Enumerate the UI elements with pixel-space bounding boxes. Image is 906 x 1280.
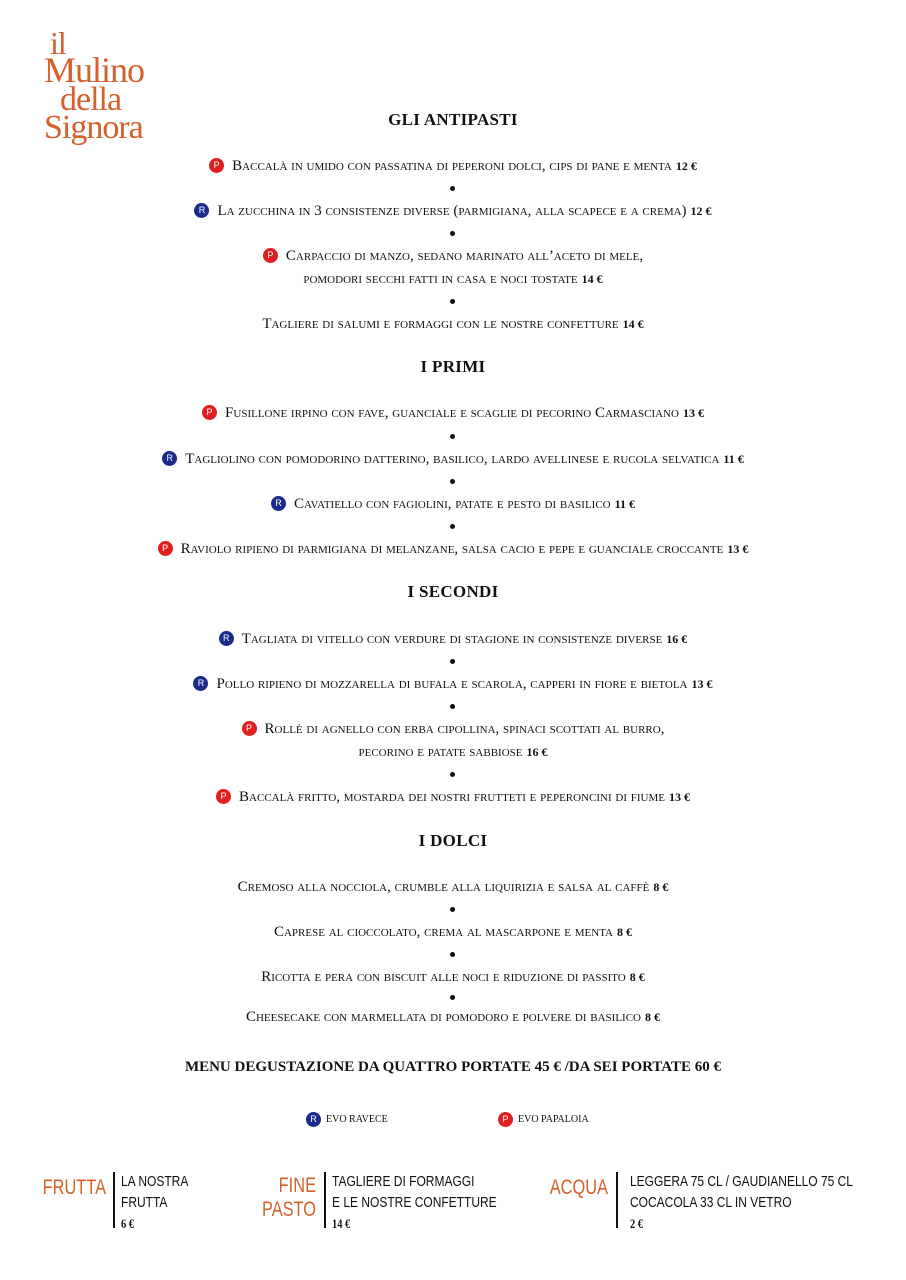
footer-label-line: FINE: [278, 1174, 316, 1197]
dish-description: Ricotta e pera con biscuit alle noci e riduzione di passito: [261, 969, 626, 985]
footer-line: LEGGERA 75 CL / GAUDIANELLO 75 CL: [630, 1173, 853, 1190]
dish-price: 8 €: [645, 1010, 660, 1024]
logo-line-3: della: [60, 80, 122, 118]
papaloia-oil-badge: P: [216, 789, 231, 804]
papaloia-oil-badge: P: [263, 248, 278, 263]
section-title-antipasti: GLI ANTIPASTI: [388, 110, 518, 129]
logo-line-4: Signora: [44, 108, 143, 146]
footer-label-line: PASTO: [261, 1198, 316, 1221]
footer-divider: [616, 1172, 618, 1228]
footer-price: 6 €: [121, 1216, 134, 1231]
papaloia-oil-badge: P: [209, 158, 224, 173]
dish-description: Pollo ripieno di mozzarella di bufala e scarola, capperi in fiore e bietola: [216, 676, 688, 692]
section-title-secondi: I SECONDI: [407, 582, 499, 601]
dish-item: [0, 966, 906, 989]
dish-item: [0, 628, 906, 651]
dish-price: 13 €: [682, 406, 704, 420]
separator-dot: [450, 995, 455, 1000]
dish-description: Tagliata di vitello con verdure di stagione in consistenze diverse: [241, 631, 663, 647]
dish-item: [0, 786, 906, 809]
dish-description: La zucchina in 3 consistenze diverse (parmigiana, alla scapece e a crema): [217, 203, 687, 219]
dish-price: 13 €: [668, 790, 690, 804]
dish-price: 14 €: [581, 272, 603, 286]
footer-price: 14 €: [332, 1216, 351, 1231]
footer-divider: [113, 1172, 115, 1228]
footer-frutta-text: [121, 1171, 188, 1234]
footer-label-frutta: FRUTTA: [42, 1176, 106, 1199]
dish-description: Cremoso alla nocciola, crumble alla liquirizia e salsa al caffè: [237, 879, 650, 895]
footer-fine-pasto-text: [332, 1171, 497, 1234]
dish-item: [0, 493, 906, 516]
separator-dot: [450, 772, 455, 777]
dish-description: Cavatiello con fagiolini, patate e pesto di basilico: [294, 496, 611, 512]
footer-acqua-text: [630, 1171, 853, 1234]
footer-divider: [324, 1172, 326, 1228]
ravece-oil-badge: R: [271, 496, 286, 511]
dish-item: [0, 155, 906, 178]
dish-item: [0, 538, 906, 561]
legend-papaloia: [498, 1112, 589, 1127]
papaloia-oil-badge: P: [202, 405, 217, 420]
dish-description: Tagliolino con pomodorino datterino, basilico, lardo avellinese e rucola selvatica: [185, 451, 720, 467]
dish-item: [0, 921, 906, 944]
separator-dot: [450, 524, 455, 529]
legend-label: EVO RAVECE: [326, 1114, 388, 1125]
tasting-menu-line: MENU DEGUSTAZIONE DA QUATTRO PORTATE 45 € /DA SEI PORTATE 60 €: [184, 1059, 722, 1075]
dish-price: 8 €: [629, 970, 645, 984]
dish-item-continued: [0, 741, 906, 764]
dish-price: 14 €: [622, 317, 644, 331]
footer-line: E LE NOSTRE CONFETTURE: [332, 1194, 497, 1211]
separator-dot: [450, 704, 455, 709]
dish-description: pecorino e patate sabbiose: [358, 744, 523, 760]
footer-line: FRUTTA: [121, 1194, 168, 1211]
separator-dot: [450, 952, 455, 957]
ravece-oil-badge: R: [219, 631, 234, 646]
ravece-oil-badge: R: [194, 203, 209, 218]
dish-description: Baccalà in umido con passatina di peperoni dolci, cips di pane e menta: [232, 158, 672, 174]
dish-item: [0, 876, 906, 899]
footer-line: TAGLIERE DI FORMAGGI: [332, 1173, 475, 1190]
dish-description: Rollè di agnello con erba cipollina, spinaci scottati al burro,: [264, 721, 665, 737]
dish-price: 12 €: [675, 159, 697, 173]
separator-dot: [450, 907, 455, 912]
dish-item: [0, 1006, 906, 1029]
legend-label: EVO PAPALOIA: [518, 1114, 589, 1125]
papaloia-oil-badge: P: [242, 721, 257, 736]
dish-description: Caprese al cioccolato, crema al mascarpone e menta: [273, 924, 613, 940]
dish-item: [0, 448, 906, 471]
dish-description: Raviolo ripieno di parmigiana di melanzane, salsa cacio e pepe e guanciale croccante: [180, 541, 724, 557]
dish-item: [0, 245, 906, 268]
dish-description: pomodori secchi fatti in casa e noci tostate: [303, 271, 578, 287]
papaloia-oil-badge: P: [498, 1112, 513, 1127]
dish-price: 8 €: [617, 925, 632, 939]
dish-price: 11 €: [614, 497, 635, 511]
dish-description: Cheesecake con marmellata di pomodoro e polvere di basilico: [245, 1009, 641, 1025]
footer-label-fine-pasto: [249, 1174, 316, 1222]
dish-item-continued: [0, 268, 906, 291]
footer-line: LA NOSTRA: [121, 1173, 189, 1190]
ravece-oil-badge: R: [193, 676, 208, 691]
dish-price: 8 €: [653, 880, 669, 894]
dish-price: 11 €: [723, 452, 744, 466]
footer-price: 2 €: [630, 1216, 643, 1231]
dish-price: 12 €: [690, 204, 712, 218]
section-title-dolci: I DOLCI: [418, 831, 488, 850]
dish-item: [0, 200, 906, 223]
dish-item: [0, 718, 906, 741]
separator-dot: [450, 479, 455, 484]
separator-dot: [450, 299, 455, 304]
footer-line: COCACOLA 33 CL IN VETRO: [630, 1194, 792, 1211]
logo-line-1: il: [50, 25, 66, 61]
dish-price: 13 €: [691, 677, 713, 691]
separator-dot: [450, 231, 455, 236]
dish-item: [0, 402, 906, 425]
separator-dot: [450, 186, 455, 191]
legend-ravece: [306, 1112, 388, 1127]
ravece-oil-badge: R: [306, 1112, 321, 1127]
dish-item: [0, 313, 906, 336]
dish-description: Baccalà fritto, mostarda dei nostri frutteti e peperoncini di fiume: [239, 789, 665, 805]
dish-item: [0, 673, 906, 696]
section-title-primi: I PRIMI: [420, 357, 486, 376]
dish-price: 16 €: [526, 745, 548, 759]
separator-dot: [450, 434, 455, 439]
footer-label-acqua: ACQUA: [549, 1176, 608, 1199]
dish-description: Carpaccio di manzo, sedano marinato all’aceto di mele,: [285, 248, 644, 264]
dish-price: 13 €: [727, 542, 749, 556]
ravece-oil-badge: R: [162, 451, 177, 466]
separator-dot: [450, 659, 455, 664]
dish-description: Tagliere di salumi e formaggi con le nostre confetture: [262, 316, 619, 332]
papaloia-oil-badge: P: [158, 541, 173, 556]
logo-line-2: Mulino: [44, 50, 145, 91]
dish-description: Fusillone irpino con fave, guanciale e scaglie di pecorino Carmasciano: [225, 405, 679, 421]
dish-price: 16 €: [666, 632, 688, 646]
